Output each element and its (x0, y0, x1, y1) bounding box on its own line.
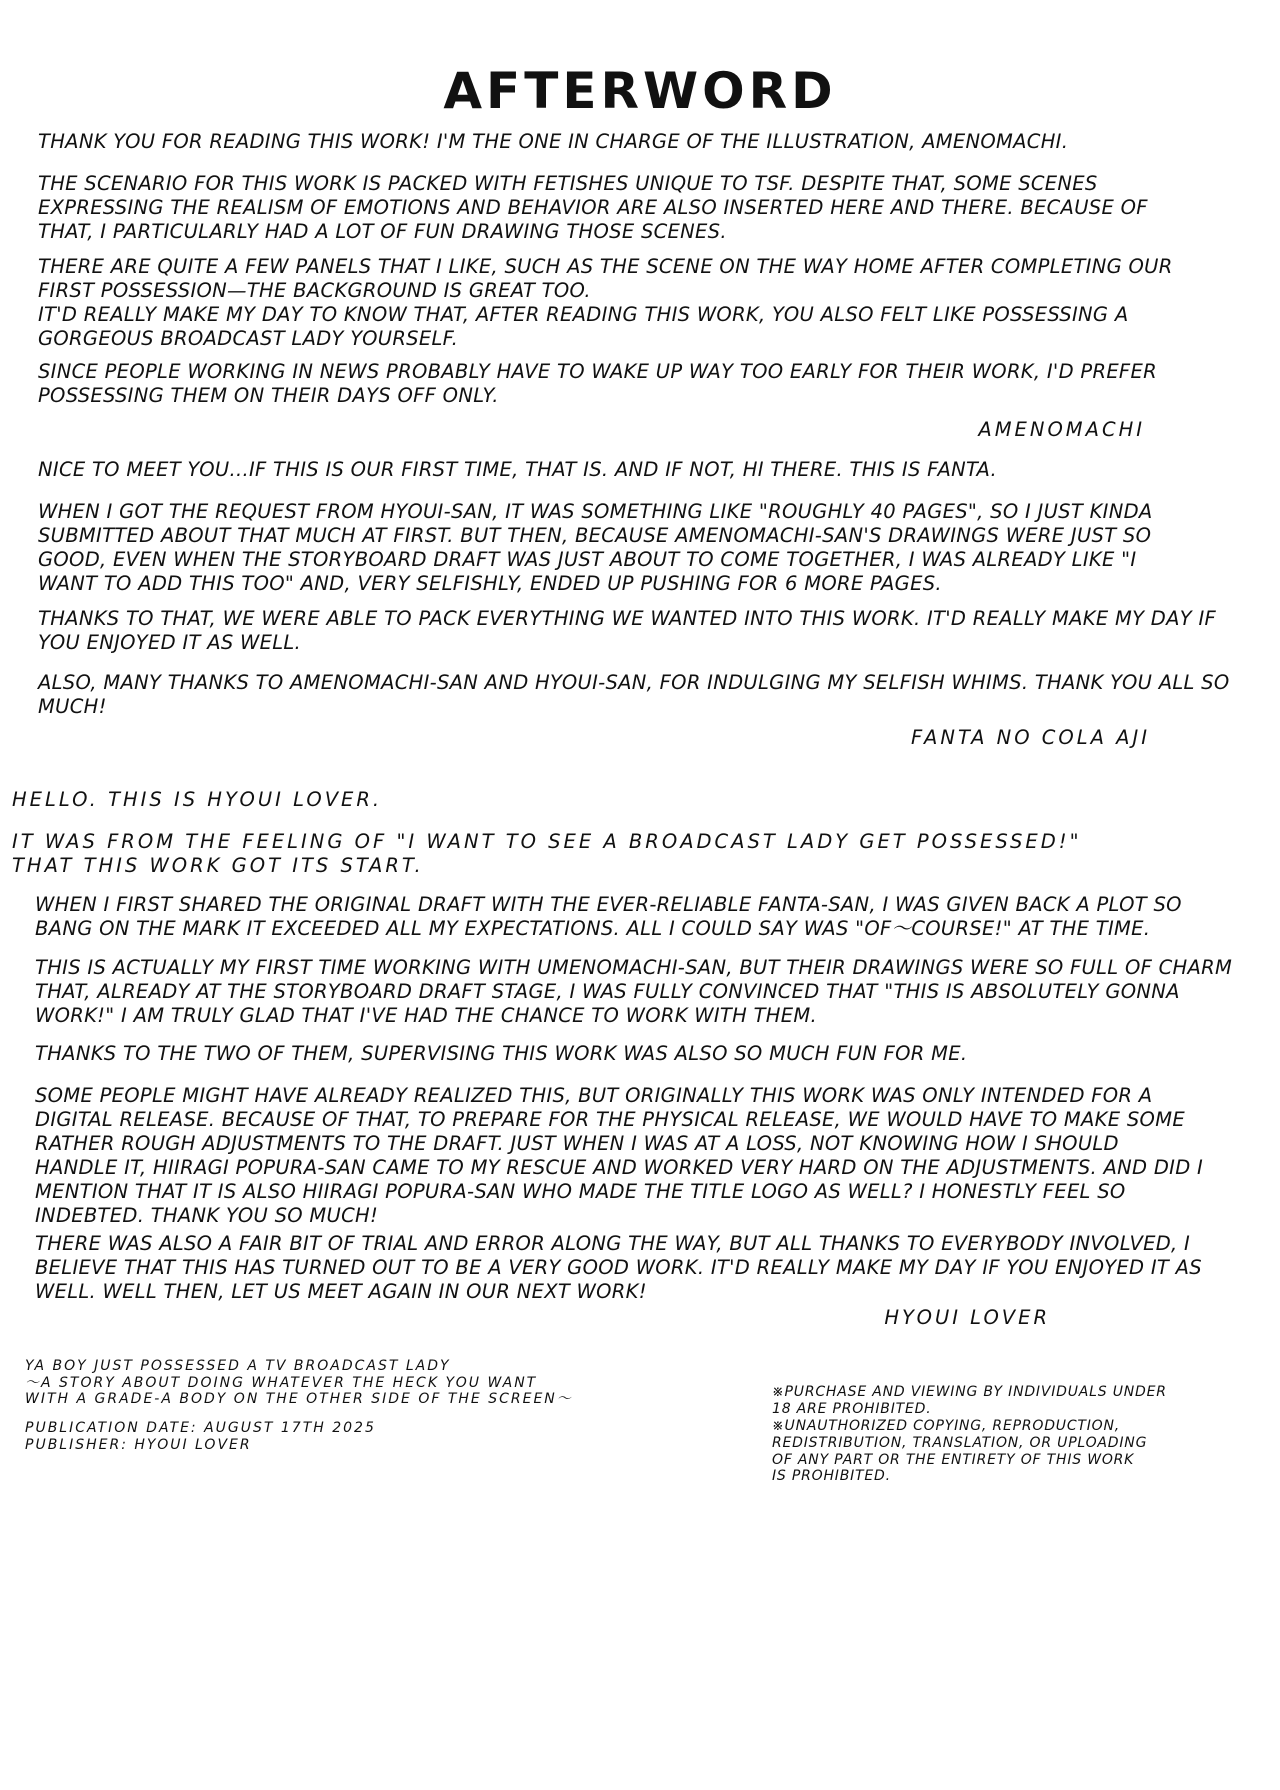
hyoui-paragraph-5: THERE WAS ALSO A FAIR BIT OF TRIAL AND ERROR ALONG THE WAY, BUT ALL THANKS TO EVERYBODY INVOLVED, I BELIEVE THAT THIS HAS TURNED OUT TO BE A VERY GOOD WORK. IT'D REALLY MAKE MY DAY IF YOU ENJOYED IT AS WELL. WELL THEN, LET US MEET AGAIN IN OUR NEXT WORK! (35, 1232, 1202, 1303)
page-title: AFTERWORD (443, 62, 837, 120)
hyoui-signature: HYOUI LOVER (884, 1306, 1050, 1329)
fanta-signature: FANTA NO COLA AJI (910, 726, 1150, 749)
fanta-paragraph-3: THANKS TO THAT, WE WERE ABLE TO PACK EVERYTHING WE WANTED INTO THIS WORK. IT'D REALLY MAKE MY DAY IF YOU ENJOYED IT AS WELL. (38, 607, 1217, 654)
publisher: PUBLISHER: HYOUI LOVER (25, 1437, 252, 1453)
amenomachi-paragraph-3: THERE ARE QUITE A FEW PANELS THAT I LIKE, SUCH AS THE SCENE ON THE WAY HOME AFTER COMPLETING OUR FIRST POSSESSION—THE BACKGROUND IS GREAT TOO. IT'D REALLY MAKE MY DAY TO KNOW THAT, AFTER READING THIS WORK, YOU ALSO FELT LIKE POSSESSING A GORGEOUS BROADCAST LADY YOURSELF. (38, 255, 1173, 350)
publication-date: PUBLICATION DATE: AUGUST 17TH 2025 (25, 1420, 376, 1436)
amenomachi-paragraph-2: THE SCENARIO FOR THIS WORK IS PACKED WITH FETISHES UNIQUE TO TSF. DESPITE THAT, SOME SCENES EXPRESSING THE REALISM OF EMOTIONS AND BEHAVIOR ARE ALSO INSERTED HERE AND THERE. BECAUSE OF THAT, I PARTICULARLY HAD A LOT OF FUN DRAWING THOSE SCENES. (38, 172, 1148, 243)
fanta-paragraph-2: WHEN I GOT THE REQUEST FROM HYOUI-SAN, IT WAS SOMETHING LIKE "ROUGHLY 40 PAGES", SO I JUST KINDA SUBMITTED ABOUT THAT MUCH AT FIRST. BUT THEN, BECAUSE AMENOMACHI-SAN'S DRAWINGS WERE JUST SO GOOD, EVEN WHEN THE STORYBOARD DRAFT WAS JUST ABOUT TO COME TOGETHER, I WAS ALREADY LIKE "I WANT TO ADD THIS TOO" AND, VERY SELFISHLY, ENDED UP PUSHING FOR 6 MORE PAGES. (38, 500, 1153, 595)
hyoui-paragraph-3: THANKS TO THE TWO OF THEM, SUPERVISING THIS WORK WAS ALSO SO MUCH FUN FOR ME. (35, 1042, 968, 1065)
age-restriction-notice: ※PURCHASE AND VIEWING BY INDIVIDUALS UNDER 18 ARE PROHIBITED. (772, 1384, 1167, 1417)
amenomachi-paragraph-1: THANK YOU FOR READING THIS WORK! I'M THE ONE IN CHARGE OF THE ILLUSTRATION, AMENOMACHI. (38, 130, 1069, 153)
hyoui-paragraph-1: WHEN I FIRST SHARED THE ORIGINAL DRAFT WITH THE EVER-RELIABLE FANTA-SAN, I WAS GIVEN BACK A PLOT SO BANG ON THE MARK IT EXCEEDED ALL MY EXPECTATIONS. ALL I COULD SAY WAS "OF～COURSE!" AT THE TIME. (35, 893, 1182, 940)
hyoui-intro-1: HELLO. THIS IS HYOUI LOVER. (12, 788, 383, 811)
fanta-paragraph-1: NICE TO MEET YOU...IF THIS IS OUR FIRST TIME, THAT IS. AND IF NOT, HI THERE. THIS IS FANTA. (38, 458, 997, 481)
hyoui-intro-2: IT WAS FROM THE FEELING OF "I WANT TO SEE A BROADCAST LADY GET POSSESSED!" THAT THIS WORK GOT ITS START. (12, 830, 1082, 877)
fanta-paragraph-4: ALSO, MANY THANKS TO AMENOMACHI-SAN AND HYOUI-SAN, FOR INDULGING MY SELFISH WHIMS. THANK YOU ALL SO MUCH! (38, 671, 1230, 718)
copyright-notice: ※UNAUTHORIZED COPYING, REPRODUCTION, REDISTRIBUTION, TRANSLATION, OR UPLOADING OF ANY PART OR THE ENTIRETY OF THIS WORK IS PROHIBITED. (772, 1418, 1148, 1485)
amenomachi-signature: AMENOMACHI (978, 418, 1145, 441)
hyoui-paragraph-2: THIS IS ACTUALLY MY FIRST TIME WORKING WITH UMENOMACHI-SAN, BUT THEIR DRAWINGS WERE SO FULL OF CHARM THAT, ALREADY AT THE STORYBOARD DRAFT STAGE, I WAS FULLY CONVINCED THAT "THIS IS ABSOLUTELY GONNA WORK!" I AM TRULY GLAD THAT I'VE HAD THE CHANCE TO WORK WITH THEM. (35, 956, 1233, 1027)
amenomachi-paragraph-4: SINCE PEOPLE WORKING IN NEWS PROBABLY HAVE TO WAKE UP WAY TOO EARLY FOR THEIR WORK, I'D PREFER POSSESSING THEM ON THEIR DAYS OFF ONLY. (38, 360, 1157, 407)
hyoui-paragraph-4: SOME PEOPLE MIGHT HAVE ALREADY REALIZED THIS, BUT ORIGINALLY THIS WORK WAS ONLY INTENDED FOR A DIGITAL RELEASE. BECAUSE OF THAT, TO PREPARE FOR THE PHYSICAL RELEASE, WE WOULD HAVE TO MAKE SOME RATHER ROUGH ADJUSTMENTS TO THE DRAFT. JUST WHEN I WAS AT A LOSS, NOT KNOWING HOW I SHOULD HANDLE IT, HIIRAGI POPURA-SAN CAME TO MY RESCUE AND WORKED VERY HARD ON THE ADJUSTMENTS. AND DID I MENTION THAT IT IS ALSO HIIRAGI POPURA-SAN WHO MADE THE TITLE LOGO AS WELL? I HONESTLY FEEL SO INDEBTED. THANK YOU SO MUCH! (35, 1084, 1204, 1227)
colophon-title: YA BOY JUST POSSESSED A TV BROADCAST LADY ～A STORY ABOUT DOING WHATEVER THE HECK YOU WANT WITH A GRADE-A BODY ON THE OTHER SIDE OF THE SCREEN～ (25, 1358, 573, 1407)
